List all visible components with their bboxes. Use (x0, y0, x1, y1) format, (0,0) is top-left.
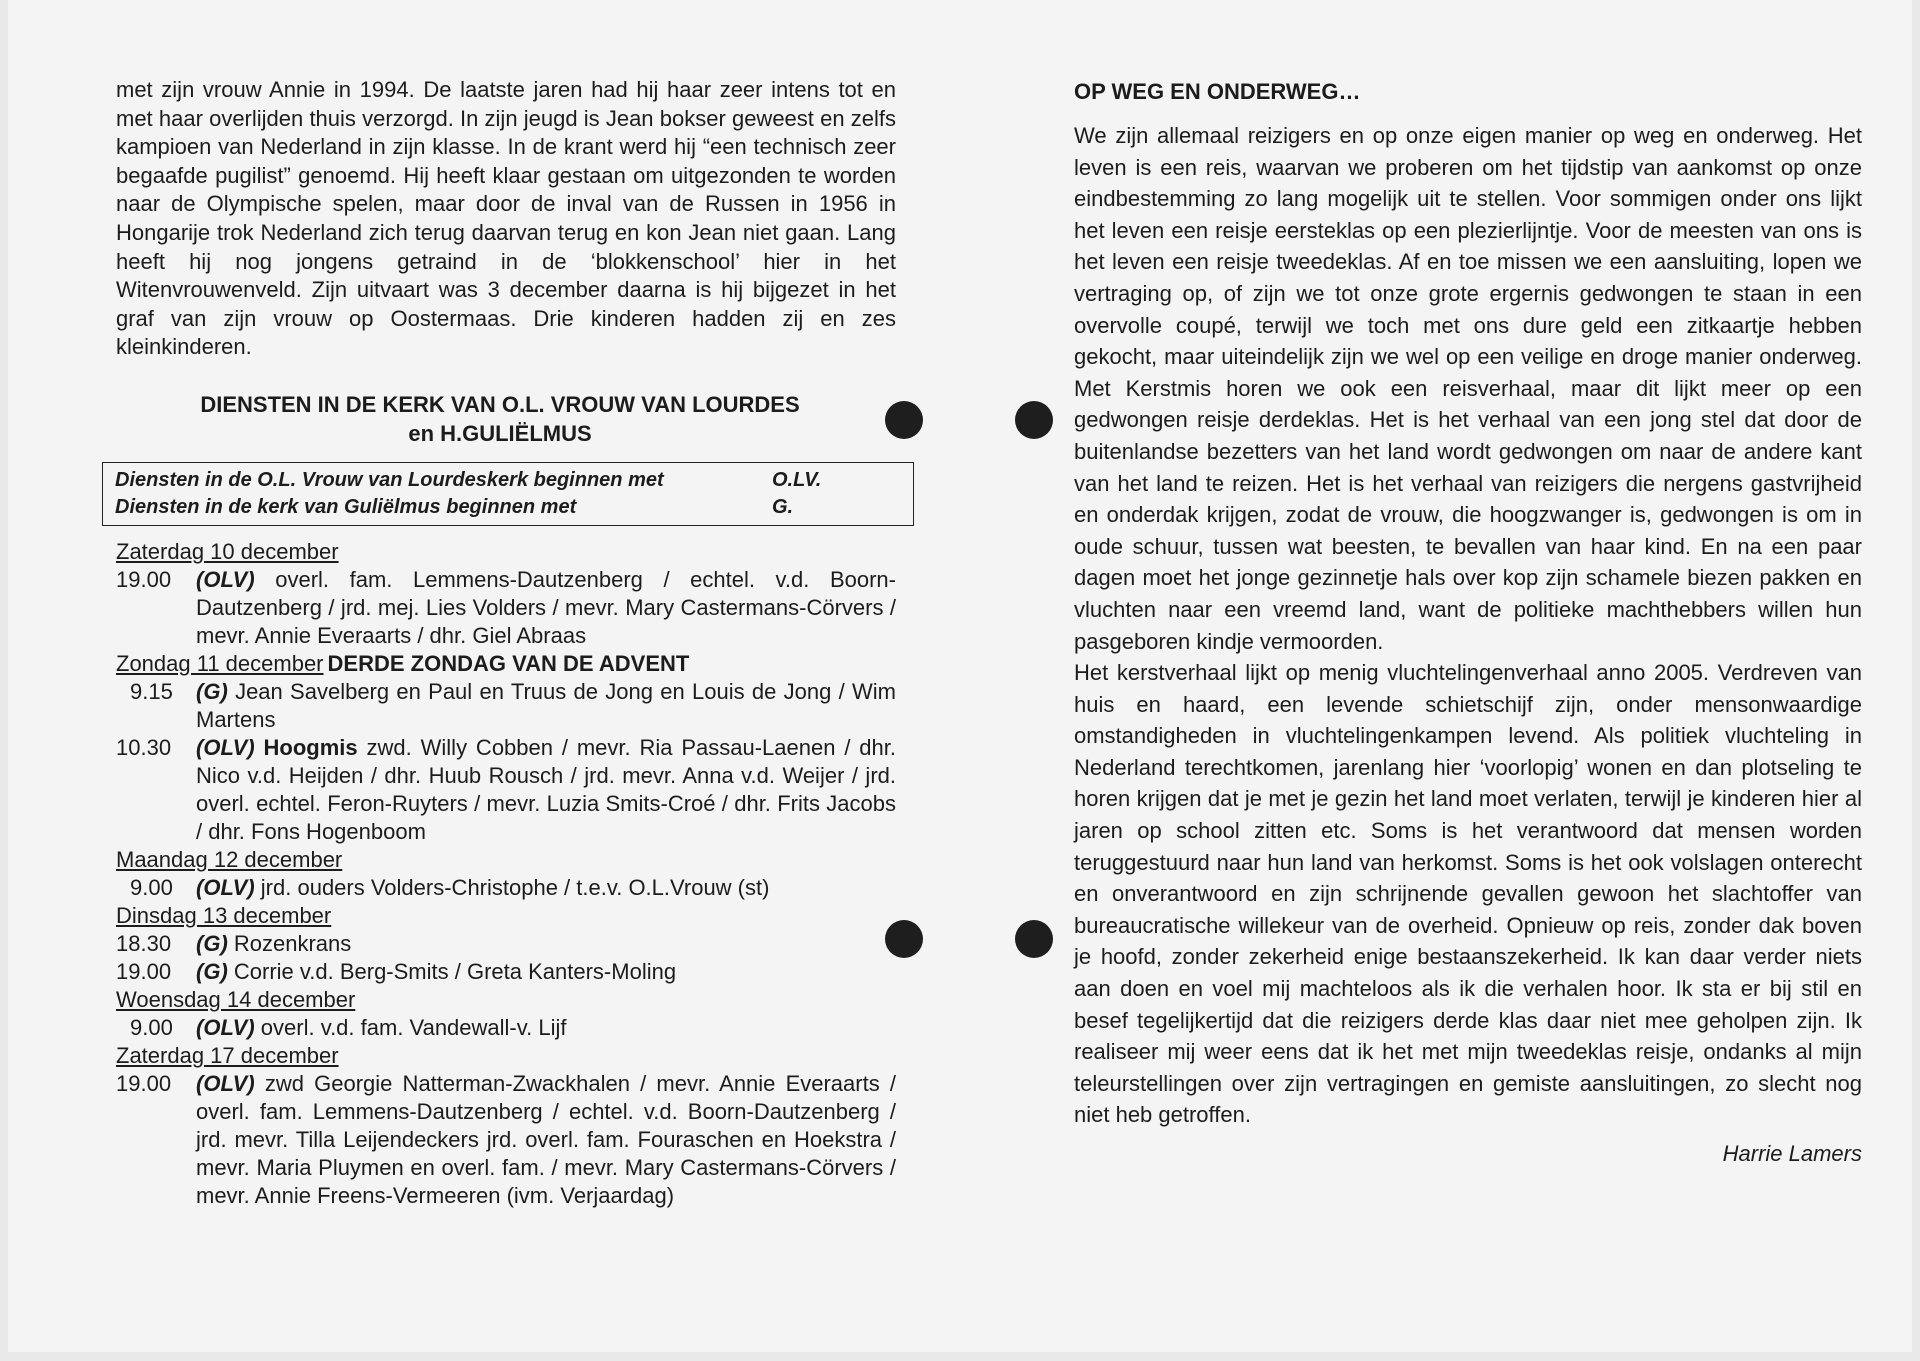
mass-schedule (116, 538, 896, 1210)
church-code: (OLV) (196, 734, 255, 760)
church-code: (OLV) (196, 1070, 255, 1096)
day-label: Woensdag 14 december (116, 986, 356, 1012)
church-code: (OLV) (196, 1014, 255, 1040)
day-label: Maandag 12 december (116, 846, 343, 872)
church-code-row (115, 467, 901, 494)
mass-entry (116, 1070, 896, 1210)
church-code-box (102, 462, 914, 526)
binder-hole-right-bottom (1015, 920, 1053, 958)
binder-hole-left-bottom (885, 920, 923, 958)
mass-entry (116, 678, 896, 734)
church-code: (G) (196, 678, 228, 704)
intention-text: zwd. Willy Cobben / mevr. Ria Passau-Laenen / dhr. Nico v.d. Heijden / dhr. Huub Rousch / jrd. mevr. Anna v.d. Weijer / jrd. overl. echtel. Feron-Ruyters / mevr. Luzia Smits-Croé / dhr. Frits Jacobs / dhr. Fons Hogenboom (196, 734, 896, 844)
article-title: OP WEG EN ONDERWEG… (1074, 79, 1361, 104)
day-heading (116, 902, 896, 930)
left-column (116, 76, 896, 1210)
intention-text: jrd. ouders Volders-Christophe / t.e.v. O.L.Vrouw (st) (260, 874, 770, 900)
mass-intentions (196, 566, 896, 650)
day-heading (116, 538, 896, 566)
intention-text: overl. v.d. fam. Vandewall-v. Lijf (260, 1014, 567, 1040)
intention-text: overl. fam. Lemmens-Dautzenberg / echtel. v.d. Boorn-Dautzenberg / jrd. mej. Lies Volders / mevr. Mary Castermans-Cörvers / mevr. Annie Everaarts / dhr. Giel Abraas (196, 566, 896, 648)
day-heading (116, 846, 896, 874)
mass-time: 18.30 (116, 930, 172, 956)
mass-entry (116, 958, 896, 986)
church-code: (G) (196, 958, 228, 984)
day-heading (116, 1042, 896, 1070)
day-label: Zaterdag 10 december (116, 538, 339, 564)
intention-text: zwd Georgie Natterman-Zwackhalen / mevr. Annie Everaarts / overl. fam. Lemmens-Dautzenberg / echtel. v.d. Boorn-Dautzenberg / jrd. mevr. Tilla Leijendeckers jrd. overl. fam. Fouraschen en Hoekstra / mevr. Maria Pluymen en overl. fam. / mevr. Mary Castermans-Cörvers / mevr. Annie Freens-Vermeeren (ivm. Verjaardag) (196, 1070, 896, 1208)
services-title (116, 390, 896, 448)
mass-entry (116, 874, 896, 902)
mass-intentions (196, 734, 896, 846)
mass-intentions (196, 1014, 896, 1042)
day-label: Dinsdag 13 december (116, 902, 332, 928)
mass-time: 19.00 (116, 1070, 172, 1096)
article-paragraph-1: We zijn allemaal reizigers en op onze eigen manier op weg en onderweg. Het leven is een reis, waarvan we proberen om het tijdstip van aankomst op onze eindbestemming zo lang mogelijk uit te stellen. Voor sommigen onder ons lijkt het leven een reisje eersteklas op een plezierlijntje. Voor de meesten van ons is het leven een reisje tweedeklas. Af en toe missen we een aansluiting, lopen we vertraging op, of zijn we tot onze grote ergernis gedwongen te staan in een overvolle coupé, terwijl we toch met ons dure geld een zitkaartje hebben gekocht, maar uiteindelijk zijn we wel op een veilige en droge manier onderweg. Met Kerstmis horen we ook een reisverhaal, maar dit lijkt meer op een gedwongen reisje derdeklas. Het is het verhaal van een jong stel dat door de buitenlandse bezetters van het land wordt gedwongen om naar de andere kant van het land te reizen. Het is het verhaal van reizigers die nergens gastvrijheid en onderdak krijgen, zodat de vrouw, die hoogzwanger is, gedwongen is om in oude schuur, tussen wat beesten, te bevallen van haar kind. En na een paar dagen moet het jonge gezinnetje hals over kop zijn schamele biezen pakken en vluchten naar een vreemd land, want de politieke machthebbers willen hun pasgeboren kindje vermoorden. (1074, 123, 1862, 654)
article-paragraph-2: Het kerstverhaal lijkt op menig vluchtelingenverhaal anno 2005. Verdreven van huis en haard, een levende schietschijf zijn, onder mensonwaardige omstandigheden in vluchtelingenkampen levend. Als politiek vluchteling in Nederland terechtkomen, jarenlang hier ‘voorlopig’ wonen en dan plotseling te horen krijgen dat je met je gezin het land moet verlaten, terwijl je kinderen hier al jaren op school zitten etc. Soms is het verantwoord dat mensen worden teruggestuurd naar hun land van herkomst. Soms is het ook volslagen onterecht en onverantwoord en zijn schrijnende gevallen gewoon het slachtoffer van bureaucratische willekeur van de overheid. Opnieuw op reis, zonder dak boven je hoofd, zonder zekerheid enige bestaanszekerheid. Ik kan daar verder niets aan doen en voel mij machteloos als ik die verhalen hoor. Ik sta er bij stil en besef tegelijkertijd dat die reizigers derde klas daar niet mee geholpen zijn. Ik realiseer mij weer eens dat ik het met mijn tweedeklas reisje, ondanks al mijn teleurstellingen over zijn vertragingen en gemiste aansluitingen, zo slecht nog niet heb getroffen. (1074, 660, 1862, 1128)
services-title-line1: DIENSTEN IN DE KERK VAN O.L. VROUW VAN LOURDES (200, 391, 800, 417)
church-code: G. (772, 495, 794, 518)
mass-entry (116, 734, 896, 846)
church-code-text: Diensten in de O.L. Vrouw van Lourdeskerk beginnen met (115, 468, 664, 491)
obituary-paragraph: met zijn vrouw Annie in 1994. De laatste jaren had hij haar zeer intens tot en met haar overlijden thuis verzorgd. In zijn jeugd is Jean bokser geweest en zelfs kampioen van Nederland in zijn klasse. In de krant werd hij “een technisch zeer begaafde pugilist” genoemd. Hij heeft klaar gestaan om uitgezonden te worden naar de Olympische spelen, maar door de inval van de Russen in 1956 in Hongarije trok Nederland zich terug daarvan terug en kon Jean niet gaan. Lang heeft hij nog jongens getraind in de ‘blokkenschool’ hier in het Witenvrouwenveld. Zijn uitvaart was 3 december daarna is hij bijgezet in het graf van zijn vrouw op Oostermaas. Drie kinderen hadden zij en zes kleinkinderen. (116, 77, 896, 360)
mass-entry (116, 566, 896, 650)
services-title-line2: en H.GULIËLMUS (408, 420, 592, 446)
binder-hole-left-top (885, 401, 923, 439)
church-code: (OLV) (196, 566, 255, 592)
day-label: Zaterdag 17 december (116, 1042, 339, 1068)
mass-time: 19.00 (116, 566, 172, 592)
day-heading (116, 986, 896, 1014)
mass-intentions (196, 874, 896, 902)
binder-hole-right-top (1015, 401, 1053, 439)
mass-time: 10.30 (116, 734, 172, 760)
mass-time: 9.00 (130, 1014, 173, 1040)
intention-text: Corrie v.d. Berg-Smits / Greta Kanters-Moling (233, 958, 677, 984)
mass-time: 9.00 (130, 874, 173, 900)
mass-intentions (196, 958, 896, 986)
day-feast-name: DERDE ZONDAG VAN DE ADVENT (327, 650, 690, 676)
mass-entry (116, 1014, 896, 1042)
right-column (1074, 78, 1862, 1167)
church-code: (OLV) (196, 874, 255, 900)
church-code-text: Diensten in de kerk van Guliëlmus beginnen met (115, 495, 577, 518)
mass-time: 9.15 (130, 678, 173, 704)
mass-entry (116, 930, 896, 958)
mass-time: 19.00 (116, 958, 172, 984)
mass-intentions (196, 1070, 896, 1210)
intention-text: Rozenkrans (233, 930, 352, 956)
church-code: (G) (196, 930, 228, 956)
church-code: O.LV. (772, 468, 822, 491)
mass-type: Hoogmis (263, 734, 358, 760)
day-heading (116, 650, 896, 678)
church-code-row (115, 494, 901, 521)
mass-intentions (196, 930, 896, 958)
author-signature: Harrie Lamers (1722, 1141, 1862, 1166)
day-label: Zondag 11 december (116, 650, 324, 676)
intention-text: Jean Savelberg en Paul en Truus de Jong en Louis de Jong / Wim Martens (196, 678, 897, 732)
document-page (8, 0, 1912, 1352)
mass-intentions (196, 678, 896, 734)
